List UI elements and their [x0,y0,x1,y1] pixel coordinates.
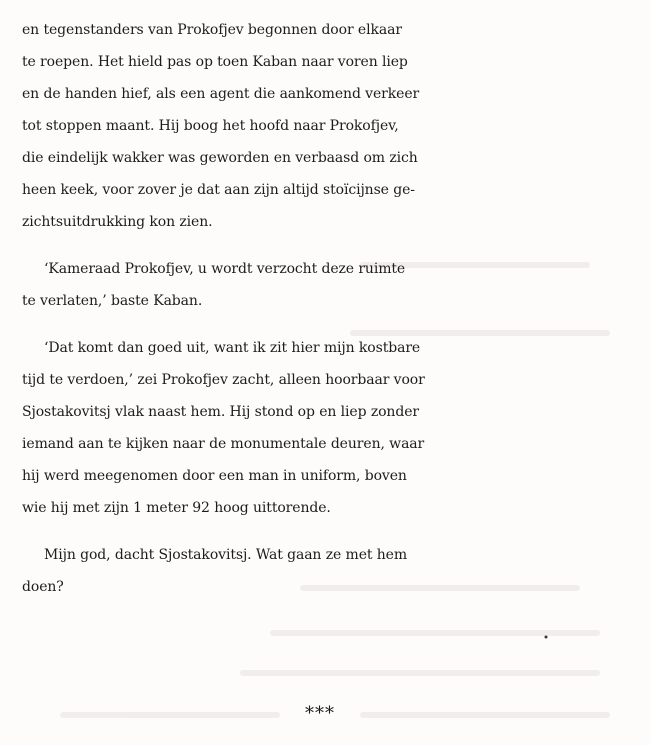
text-line: Mijn god, dacht Sjostakovitsj. Wat gaan ze met hem [44,547,408,563]
text-line: en de handen hief, als een agent die aankomend verkeer [22,86,420,102]
text-line: doen? [22,579,64,595]
text-line: ‘Dat komt dan goed uit, want ik zit hier mijn kostbare [44,340,421,356]
text-line: die eindelijk wakker was geworden en verbaasd om zich [22,150,418,166]
section-break-asterisks: *** [305,703,335,724]
paragraph-2 [22,253,632,317]
text-line: tijd te verdoen,’ zei Prokofjev zacht, alleen hoorbaar voor [22,372,425,388]
text-line: Sjostakovitsj vlak naast hem. Hij stond op en liep zonder [22,404,419,420]
text-line: te roepen. Het hield pas op toen Kaban naar voren liep [22,54,408,70]
text-line: heen keek, voor zover je dat aan zijn altijd stoïcijnse ge- [22,182,415,198]
text-line: hij werd meegenomen door een man in uniform, boven [22,468,407,484]
text-line: en tegenstanders van Prokofjev begonnen door elkaar [22,22,402,38]
text-line: wie hij met zijn 1 meter 92 hoog uittorende. [22,500,331,516]
text-line: zichtsuitdrukking kon zien. [22,214,213,230]
text-line: te verlaten,’ baste Kaban. [22,293,203,309]
text-line: iemand aan te kijken naar de monumentale deuren, waar [22,436,425,452]
paragraph-1 [22,14,632,238]
book-page-text [22,14,632,603]
text-line: ‘Kameraad Prokofjev, u wordt verzocht deze ruimte [44,261,406,277]
ink-speck [545,636,548,639]
paragraph-4 [22,539,632,603]
paragraph-3 [22,332,632,524]
text-line: tot stoppen maant. Hij boog het hoofd naar Prokofjev, [22,118,399,134]
